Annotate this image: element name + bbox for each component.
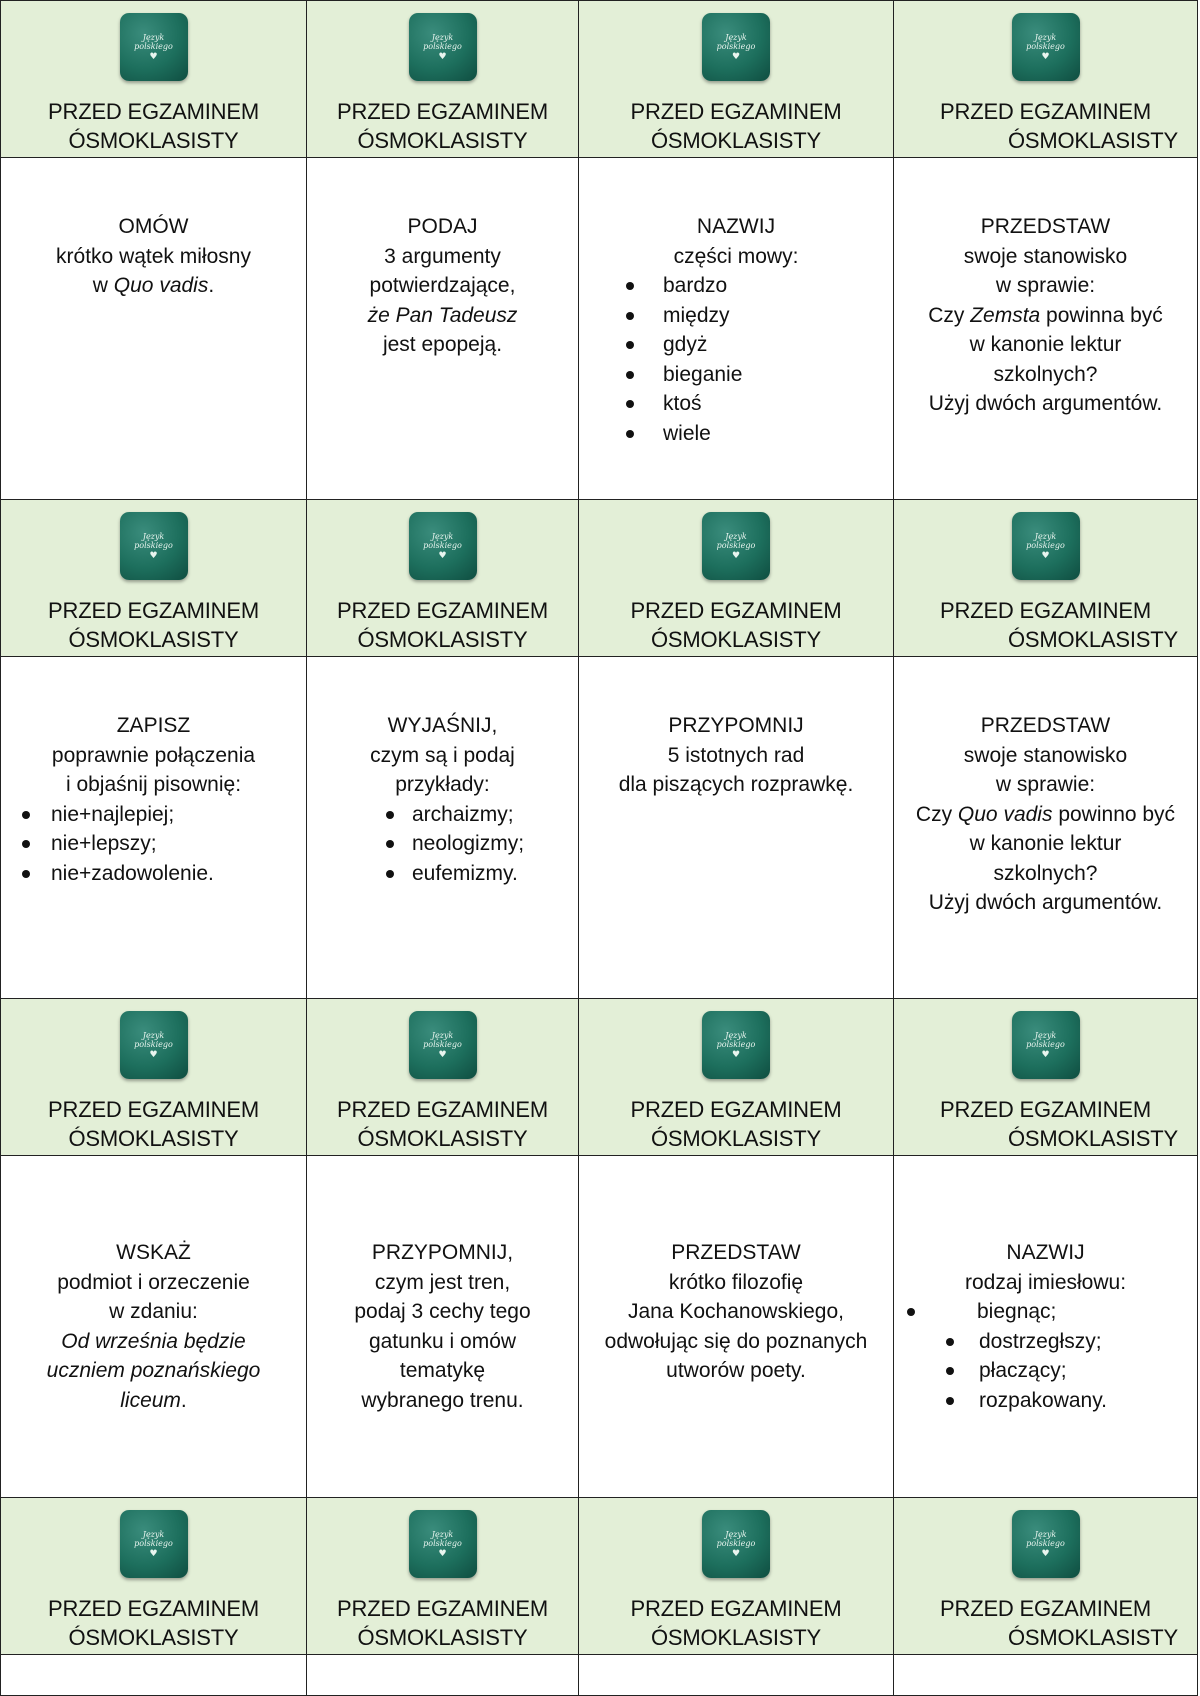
list-item: dostrzegłszy; [894,1327,1197,1357]
list-item: eufemizmy. [307,859,578,889]
card-header [894,1498,1198,1655]
card-header-title: PRZED EGZAMINEM ÓSMOKLASISTY [48,598,259,652]
card-header [579,1498,894,1655]
card-header-title: PRZED EGZAMINEM ÓSMOKLASISTY [48,1596,259,1650]
card-header-title: PRZED EGZAMINEM ÓSMOKLASISTY [630,598,842,652]
list-item: między [579,301,893,331]
card-header [1,1,307,158]
list-item: rozpakowany. [894,1386,1197,1416]
card-header-title: PRZED EGZAMINEM ÓSMOKLASISTY [940,1596,1178,1650]
logo-icon: Język polskiego ♥ [120,1011,188,1079]
card-przedstaw-zemsta: PRZEDSTAW swoje stanowisko w sprawie: Czy Zemsta powinna być w kanonie lektur szkolnych? Użyj dwóch argumentów. [894,158,1198,500]
card-header-title: PRZED EGZAMINEM ÓSMOKLASISTY [48,1097,259,1151]
logo-icon: Język polskiego ♥ [702,1011,770,1079]
card-podaj: PODAJ 3 argumenty potwierdzające, że Pan Tadeusz jest epopeją. [307,158,579,500]
card-header-title: PRZED EGZAMINEM ÓSMOKLASISTY [940,99,1178,153]
logo-icon: Język polskiego ♥ [120,1510,188,1578]
header-row [1,1498,1198,1655]
logo-icon: Język polskiego ♥ [1012,1510,1080,1578]
logo-icon: Język polskiego ♥ [1012,512,1080,580]
card-header [307,1,579,158]
card-przedstaw-kochanowski: PRZEDSTAW krótko filozofię Jana Kochanowskiego, odwołując się do poznanych utworów poety. [579,1156,894,1498]
body-row [1,657,1198,999]
card-wyjasnij: WYJAŚNIJ, czym są i podaj przykłady: archaizmy; neologizmy; eufemizmy. [307,657,579,999]
header-row [1,1,1198,158]
card-header [1,999,307,1156]
list-item: nie+lepszy; [1,829,306,859]
card-nazwij-czesci-mowy: NAZWIJ części mowy: bardzo między gdyż bieganie ktoś wiele [579,158,894,500]
logo-icon: Język polskiego ♥ [409,1510,477,1578]
card-omow: OMÓW krótko wątek miłosny w Quo vadis. [1,158,307,500]
list-item: gdyż [579,330,893,360]
card-empty [894,1655,1198,1696]
body-row [1,158,1198,500]
word-list [1,800,306,889]
card-header [307,999,579,1156]
list-item: biegnąc; [894,1297,1197,1327]
body-row [1,1655,1198,1696]
card-header [579,500,894,657]
card-header-title: PRZED EGZAMINEM ÓSMOKLASISTY [337,1596,548,1650]
list-item: nie+zadowolenie. [1,859,306,889]
card-header [307,1498,579,1655]
header-row [1,999,1198,1156]
list-item: archaizmy; [307,800,578,830]
card-header [307,500,579,657]
logo-icon: Język polskiego ♥ [1012,13,1080,81]
card-header-title: PRZED EGZAMINEM ÓSMOKLASISTY [940,1097,1178,1151]
card-header [894,1,1198,158]
card-przypomnij-rady: PRZYPOMNIJ 5 istotnych rad dla piszących rozprawkę. [579,657,894,999]
logo-icon: Język polskiego ♥ [702,13,770,81]
card-header-title: PRZED EGZAMINEM ÓSMOKLASISTY [48,99,259,153]
card-empty [1,1655,307,1696]
card-header-title: PRZED EGZAMINEM ÓSMOKLASISTY [630,99,842,153]
card-nazwij-imieslow: NAZWIJ rodzaj imiesłowu: biegnąc; dostrzegłszy; płaczący; rozpakowany. [894,1156,1198,1498]
card-header [579,999,894,1156]
card-header [894,500,1198,657]
logo-icon: Język polskiego ♥ [120,13,188,81]
list-item: neologizmy; [307,829,578,859]
logo-icon: Język polskiego ♥ [409,512,477,580]
logo-icon: Język polskiego ♥ [409,1011,477,1079]
logo-icon: Język polskiego ♥ [1012,1011,1080,1079]
card-header-title: PRZED EGZAMINEM ÓSMOKLASISTY [337,99,548,153]
card-header-title: PRZED EGZAMINEM ÓSMOKLASISTY [337,1097,548,1151]
card-wskaz: WSKAŻ podmiot i orzeczenie w zdaniu: Od września będzie uczniem poznańskiego liceum. [1,1156,307,1498]
logo-icon: Język polskiego ♥ [702,512,770,580]
card-empty [579,1655,894,1696]
card-przedstaw-quo-vadis: PRZEDSTAW swoje stanowisko w sprawie: Czy Quo vadis powinno być w kanonie lektur szkolnych? Użyj dwóch argumentów. [894,657,1198,999]
logo-icon: Język polskiego ♥ [702,1510,770,1578]
card-header [894,999,1198,1156]
list-item: nie+najlepiej; [1,800,306,830]
list-item: płaczący; [894,1356,1197,1386]
list-item: ktoś [579,389,893,419]
card-header-title: PRZED EGZAMINEM ÓSMOKLASISTY [940,598,1178,652]
word-list [894,1297,1197,1415]
header-row [1,500,1198,657]
card-header [1,1498,307,1655]
word-list [307,800,578,889]
list-item: bardzo [579,271,893,301]
card-header-title: PRZED EGZAMINEM ÓSMOKLASISTY [630,1097,842,1151]
body-row [1,1156,1198,1498]
card-header-title: PRZED EGZAMINEM ÓSMOKLASISTY [337,598,548,652]
card-zapisz: ZAPISZ poprawnie połączenia i objaśnij pisownię: nie+najlepiej; nie+lepszy; nie+zadowolenie. [1,657,307,999]
card-przypomnij-tren: PRZYPOMNIJ, czym jest tren, podaj 3 cechy tego gatunku i omów tematykę wybranego trenu. [307,1156,579,1498]
card-header [579,1,894,158]
logo-icon: Język polskiego ♥ [409,13,477,81]
card-header [1,500,307,657]
card-empty [307,1655,579,1696]
list-item: wiele [579,419,893,449]
logo-icon: Język polskiego ♥ [120,512,188,580]
word-list [579,271,893,448]
list-item: bieganie [579,360,893,390]
card-header-title: PRZED EGZAMINEM ÓSMOKLASISTY [630,1596,842,1650]
